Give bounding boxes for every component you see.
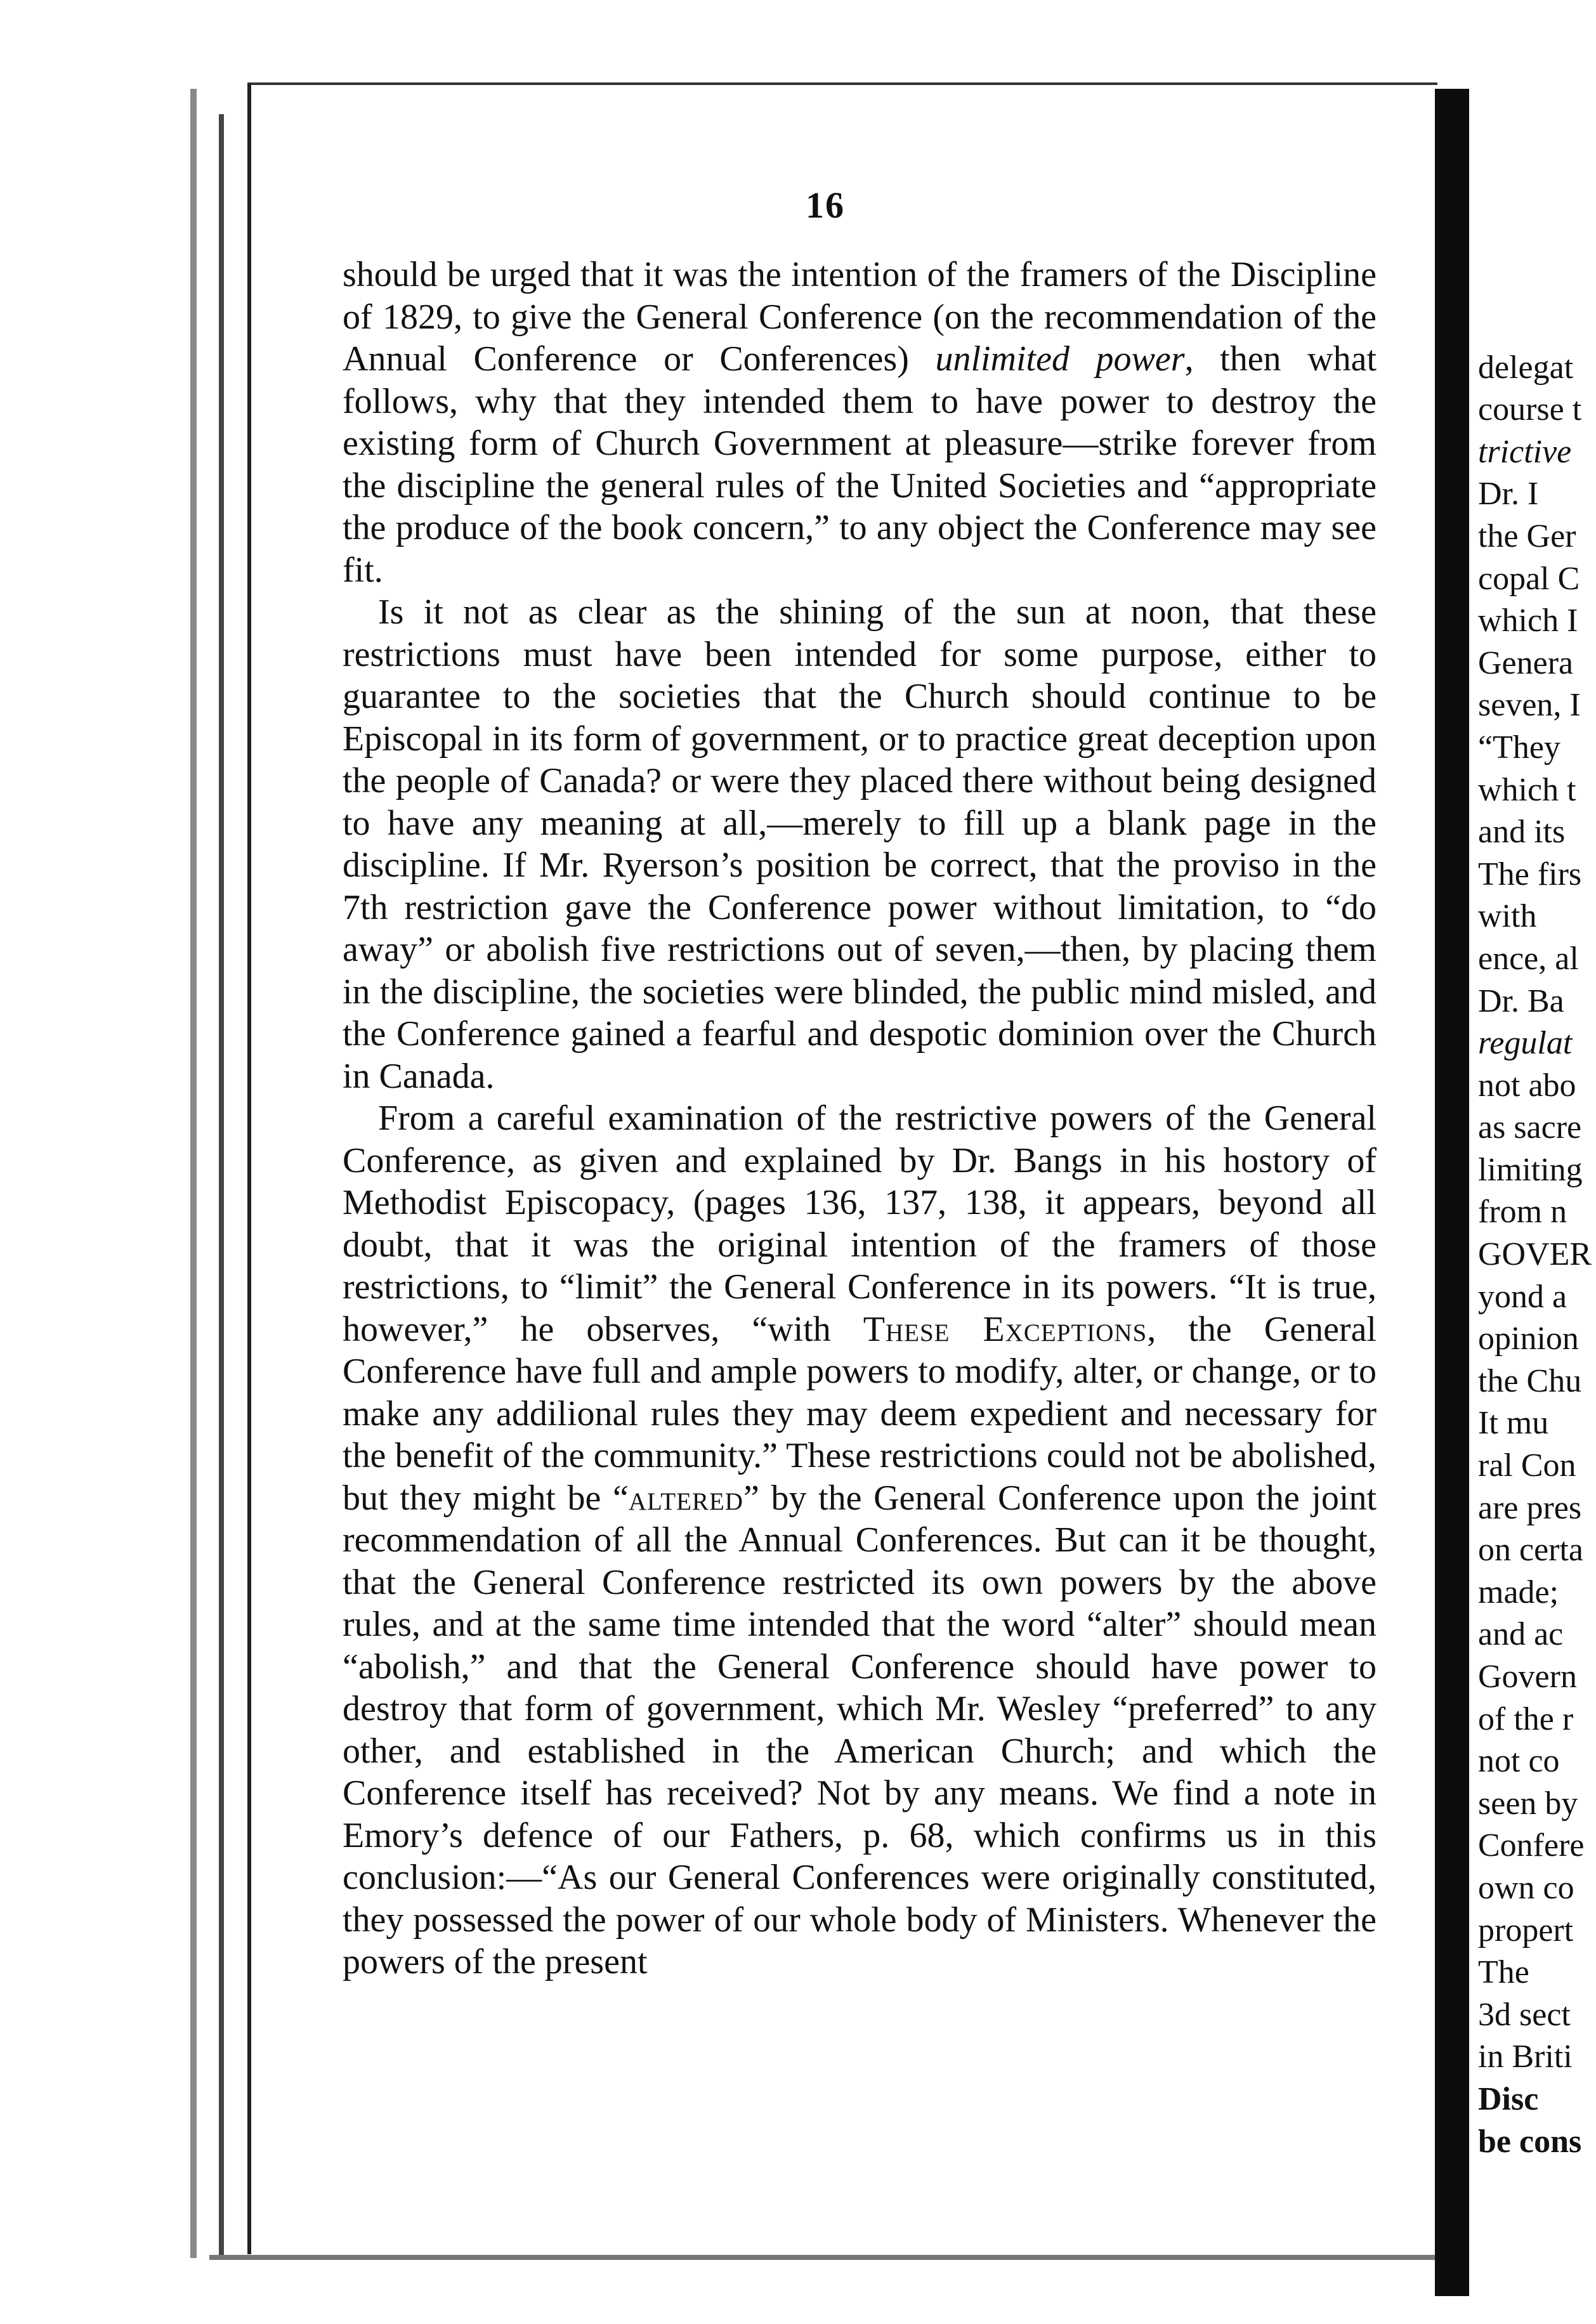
text-run: Is it not as clear as the shining of the sun at noon, that these restrictions must have been intended for some purpose, either to guarantee to the societies that the Church should continue to be Episcopal in its form of government, or to practice great deception upon the people of Canada? or were they placed there without being designed to have any meaning at all,—merely to fill up a blank page in the discipline. If Mr. Ryerson’s position be correct, that the proviso in the 7th restriction gave the Conference power without limitation, to “do away” or abolish five restrictions out of seven,—then, by placing them in the discipline, the societies were blinded, the public mind misled, and the Conference gained a fearful and despotic dominion over the Church in Canada. [343, 592, 1377, 1096]
adjacent-page-line: which t [1478, 771, 1576, 808]
adjacent-page-line: propert [1478, 1912, 1574, 1949]
adjacent-page-line: GOVER [1478, 1236, 1592, 1273]
adjacent-page-line: the Chu [1478, 1362, 1582, 1399]
adjacent-page-line: limiting [1478, 1151, 1583, 1188]
page-body-text [343, 254, 1377, 1983]
gutter-shadow [1435, 89, 1469, 2296]
text-run: should be urged that it was the intention of the framers of the Discipline of 1829, to give the General Conference (on the recommendation of the Annual Conference or Conferences) [343, 255, 1377, 379]
paragraph [343, 254, 1377, 591]
text-run: , then what follows, why that they intended them to have power to destroy the existing form of Church Government at pleasure—strike forever from the discipline the general rules of the United Societies and “appropriate the produce of the book concern,” to any object the Conference may see fit. [343, 339, 1377, 590]
adjacent-page-line: the Ger [1478, 518, 1576, 554]
adjacent-page-line: 3d sect [1478, 1996, 1571, 2033]
adjacent-page-line: made; [1478, 1574, 1559, 1610]
adjacent-page-line: and ac [1478, 1616, 1564, 1653]
text-run: , the General Conference have full and ample powers to modify, alter, or change, or to make any addilional rules they may deem expedient and necessary for the benefit of the community.” These restrictions could not be abolished, but they might be “ [343, 1309, 1377, 1518]
adjacent-page-line: The firs [1478, 856, 1582, 892]
adjacent-page-line: with [1478, 898, 1537, 935]
adjacent-page-line: yond a [1478, 1278, 1567, 1315]
page-edge-bottom [209, 2255, 1440, 2260]
adjacent-page-line: Dr. I [1478, 476, 1539, 512]
adjacent-page-line: not abo [1478, 1067, 1576, 1104]
adjacent-page-line: seven, I [1478, 687, 1581, 724]
adjacent-page-fragment [1478, 304, 1596, 2163]
text-run: ” by the General Conference upon the joint recommendation of all the Annual Conferences. But can it be thought, that the General Conference restricted its own powers by the above rules, and at the same time intended that the word “alter” should mean “abolish,” and that the General Conference should have power to destroy that form of government, which Mr. Wesley “preferred” to any other, and established in the American Church; and which the Conference itself has received? Not by any means. We find a note in Emory’s defence of our Fathers, p. 68, which confirms us in this conclusion:—“As our General Conferences were originally constituted, they possessed the power of our whole body of Ministers. Whenever the powers of the present [343, 1478, 1377, 1981]
adjacent-page-line: The [1478, 1954, 1529, 1991]
adjacent-page-line: on certa [1478, 1532, 1584, 1569]
adjacent-page-line: It mu [1478, 1405, 1549, 1442]
adjacent-page-line: be cons [1478, 2123, 1582, 2160]
text-italic: unlimited power [935, 339, 1185, 379]
adjacent-page-line: and its [1478, 814, 1566, 851]
page-number: 16 [806, 185, 845, 226]
adjacent-page-line: Govern [1478, 1659, 1577, 1695]
paragraph [343, 1097, 1377, 1983]
adjacent-page-line: not co [1478, 1743, 1560, 1780]
page-edge-left [219, 114, 224, 2258]
adjacent-page-line: of the r [1478, 1701, 1574, 1737]
adjacent-page-line: Dr. Ba [1478, 982, 1564, 1019]
adjacent-page-line: own co [1478, 1869, 1574, 1906]
adjacent-page-line: course t [1478, 391, 1582, 428]
adjacent-page-line: trictive [1478, 433, 1572, 470]
adjacent-page-line: from n [1478, 1194, 1567, 1231]
adjacent-page-line: Confere [1478, 1827, 1585, 1864]
adjacent-page-line: delegat [1478, 349, 1574, 386]
adjacent-page-line: ence, al [1478, 940, 1579, 977]
text-smallcaps: These Exceptions [863, 1309, 1148, 1349]
adjacent-page-line: seen by [1478, 1785, 1578, 1822]
adjacent-page-line: in Briti [1478, 2039, 1573, 2075]
adjacent-page-line: “They [1478, 729, 1560, 766]
adjacent-page-line: as sacre [1478, 1109, 1582, 1146]
paragraph [343, 591, 1377, 1097]
adjacent-page-line: copal C [1478, 560, 1580, 597]
adjacent-page-line: opinion [1478, 1321, 1579, 1357]
adjacent-page-line: Disc [1478, 2080, 1539, 2117]
adjacent-page-line: ral Con [1478, 1447, 1576, 1484]
text-run: From a careful examination of the restrictive powers of the General Conference, as given and explained by Dr. Bangs in his hostory of Methodist Episcopacy, (pages 136, 137, 138, it appears, beyond all doubt, that it was the original intention of the framers of those restrictions, to “limit” the General Conference in its powers. “It is true, however,” he observes, “with [343, 1099, 1377, 1349]
page-edge-left-outer [190, 89, 197, 2258]
text-smallcaps: altered [628, 1478, 743, 1518]
adjacent-page-line [1478, 304, 1596, 347]
adjacent-page-line: which I [1478, 603, 1578, 639]
adjacent-page-line: are pres [1478, 1489, 1582, 1526]
adjacent-page-line: Genera [1478, 644, 1574, 681]
adjacent-page-line: regulat [1478, 1025, 1573, 1062]
